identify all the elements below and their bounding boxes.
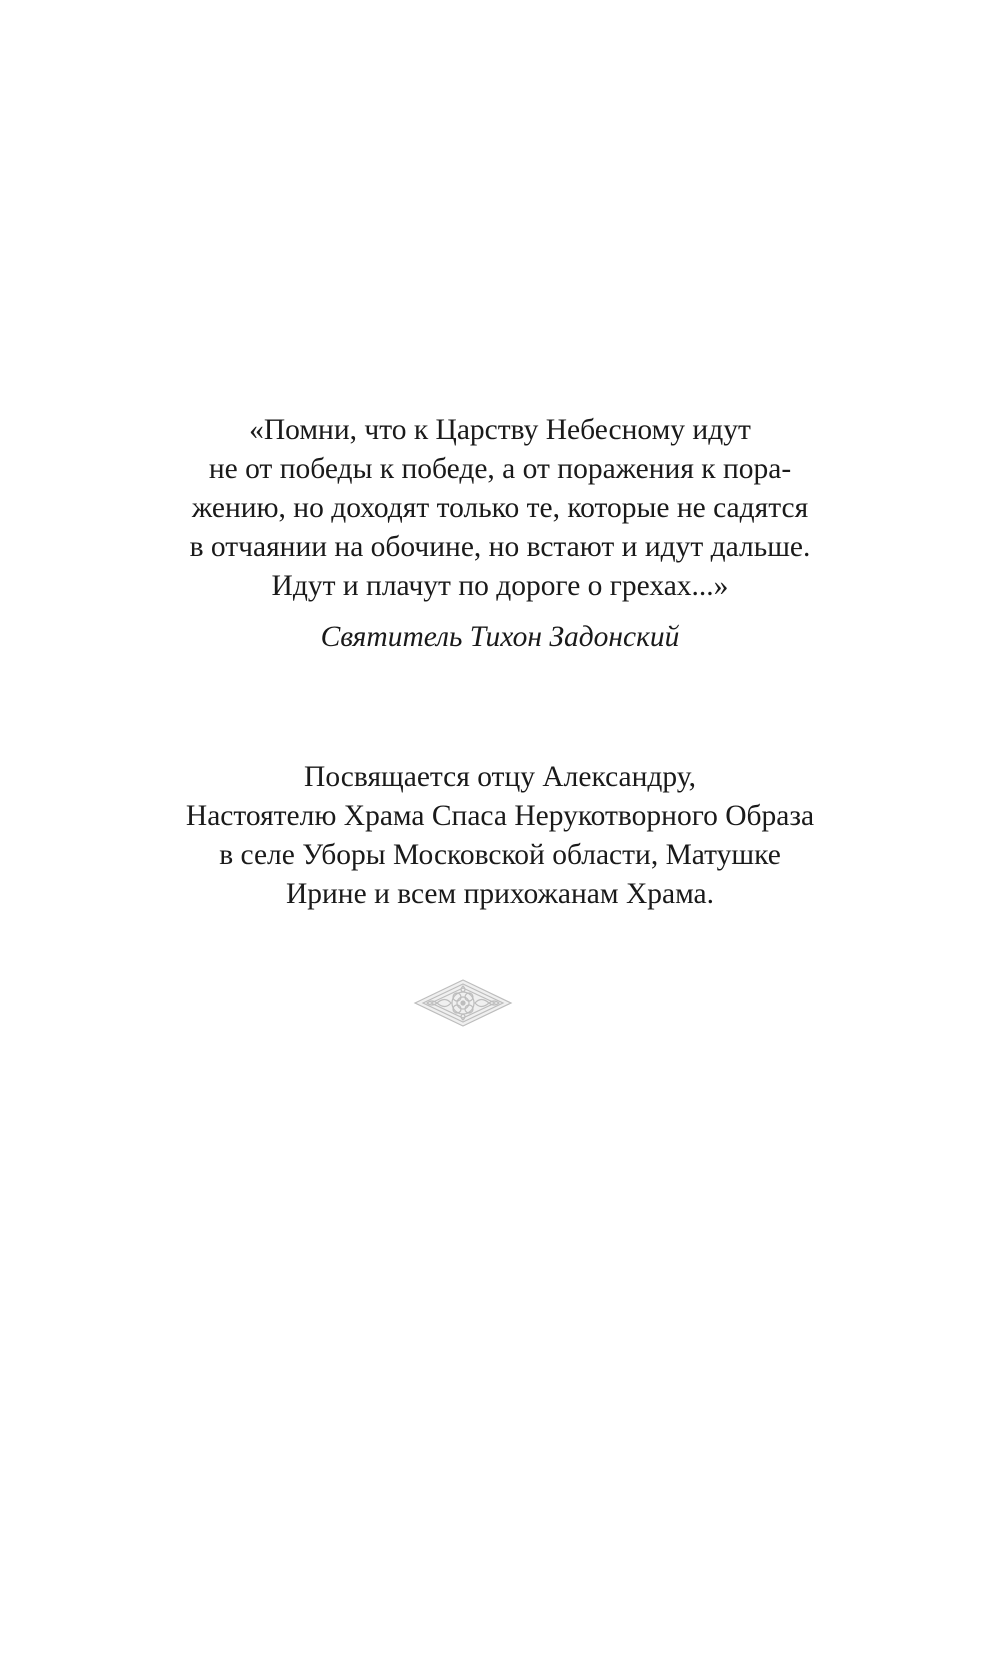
epigraph-attribution: Святитель Тихон Задонский: [320, 621, 680, 653]
epigraph-line: Идут и плачут по дороге о грехах...»: [271, 570, 729, 602]
dedication-line: Посвящается отцу Александру,: [304, 761, 696, 793]
diamond-lace-ornament-icon: [413, 978, 513, 1028]
epigraph-quote: [100, 411, 900, 657]
dedication-line: Ирине и всем прихожанам Храма.: [285, 878, 715, 910]
epigraph-line: «Помни, что к Царству Небесному идут: [249, 414, 751, 446]
epigraph-line: не от победы к победе, а от поражения к пора-: [208, 453, 792, 485]
epigraph-line: жению, но доходят только те, которые не садятся: [191, 492, 809, 524]
epigraph-line: в отчаянии на обочине, но встают и идут дальше.: [189, 531, 811, 563]
dedication-line: в селе Уборы Московской области, Матушке: [219, 839, 781, 871]
dedication-text: [100, 758, 900, 914]
dedication-line: Настоятелю Храма Спаса Нерукотворного Образа: [185, 800, 815, 832]
